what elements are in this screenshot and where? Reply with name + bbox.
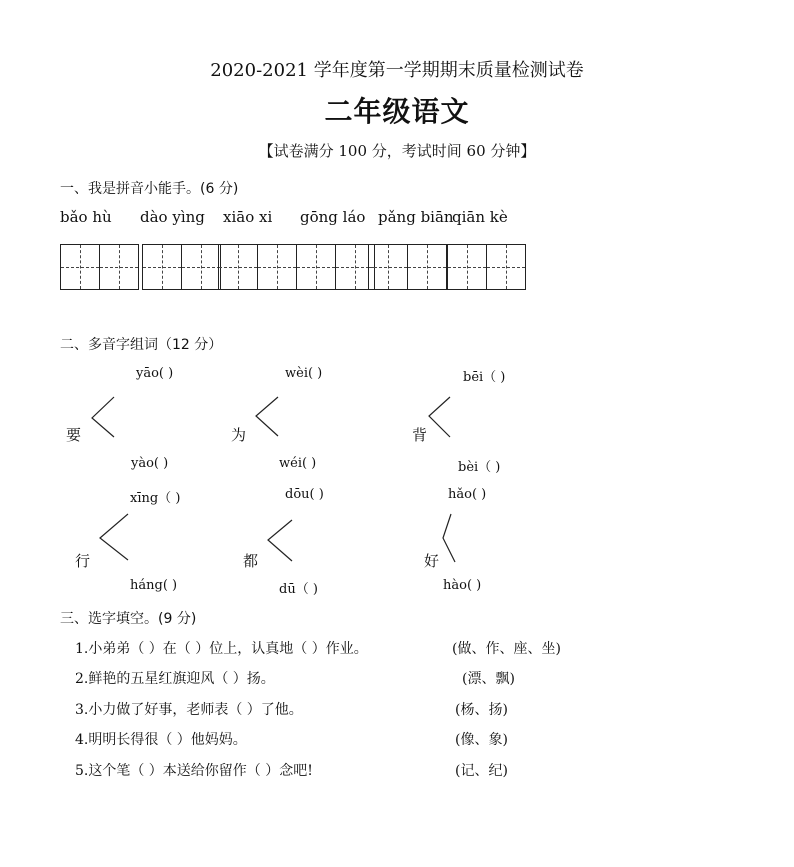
fill-options-2: (漂、飘) <box>462 671 515 687</box>
pinyin-top-yao: yāo( ) <box>136 366 174 381</box>
fill-item-3: 3.小力做了好事，老师表（ ）了他。 <box>75 702 303 718</box>
section3-title: 三、选字填空。(9 分) <box>60 611 197 627</box>
pinyin-bottom-bei: bèi（ ) <box>458 460 501 475</box>
pinyin-bottom-hang: háng( ) <box>130 578 178 593</box>
pinyin-word: pǎng biān <box>378 208 454 226</box>
exam-title-line: 2020-2021 学年度第一学期期末质量检测试卷 <box>210 60 584 81</box>
section1-title: 一、我是拼音小能手。(6 分) <box>60 181 239 197</box>
pinyin-bottom-wei: wéi( ) <box>279 456 317 471</box>
pinyin-top-xing: xīng（ ) <box>130 491 181 506</box>
fill-options-1: (做、作、座、坐) <box>452 641 561 657</box>
exam-info-line: 【试卷满分 100 分，考试时间 60 分钟】 <box>258 142 536 160</box>
char-yao: 要 <box>66 426 82 444</box>
fill-item-1: 1.小弟弟（ ）在（ ）位上，认真地（ ）作业。 <box>75 641 368 657</box>
fill-item-4: 4.明明长得很（ ）他妈妈。 <box>75 732 247 748</box>
char-dou: 都 <box>243 552 259 570</box>
pinyin-bottom-hao: hào( ) <box>443 578 482 593</box>
fill-options-3: (杨、扬) <box>455 702 508 718</box>
bracket-wei <box>256 397 278 436</box>
pinyin-word: dào yìng <box>140 208 205 226</box>
bracket-yao <box>92 397 114 437</box>
char-wei: 为 <box>231 426 247 444</box>
char-hao: 好 <box>424 552 440 570</box>
bracket-dou <box>268 520 292 561</box>
pinyin-word: bǎo hù <box>60 208 112 226</box>
fill-options-5: (记、纪) <box>455 763 508 779</box>
char-xing: 行 <box>75 552 91 570</box>
pinyin-bottom-yao: yào( ) <box>131 456 169 471</box>
exam-subject-title: 二年级语文 <box>324 95 470 128</box>
pinyin-word: xiāo xi <box>223 208 273 226</box>
bracket-hao <box>443 514 455 562</box>
section2-title: 二、多音字组词（12 分） <box>60 337 223 353</box>
bracket-bei <box>429 397 450 437</box>
pinyin-word: qiān kè <box>452 208 508 226</box>
pinyin-top-hao: hǎo( ) <box>448 487 487 502</box>
pinyin-bottom-du: dū（ ) <box>279 582 318 597</box>
fill-item-2: 2.鲜艳的五星红旗迎风（ ）扬。 <box>75 671 275 687</box>
pinyin-top-dou: dōu( ) <box>285 487 324 502</box>
pinyin-word: gōng láo <box>300 208 366 226</box>
pinyin-top-wei: wèi( ) <box>285 366 323 381</box>
char-bei: 背 <box>412 426 428 444</box>
fill-options-4: (像、象) <box>455 732 508 748</box>
pinyin-top-bei: bēi（ ) <box>463 370 506 385</box>
bracket-xing <box>100 514 128 560</box>
fill-item-5: 5.这个笔（ ）本送给你留作（ ）念吧! <box>75 763 313 779</box>
